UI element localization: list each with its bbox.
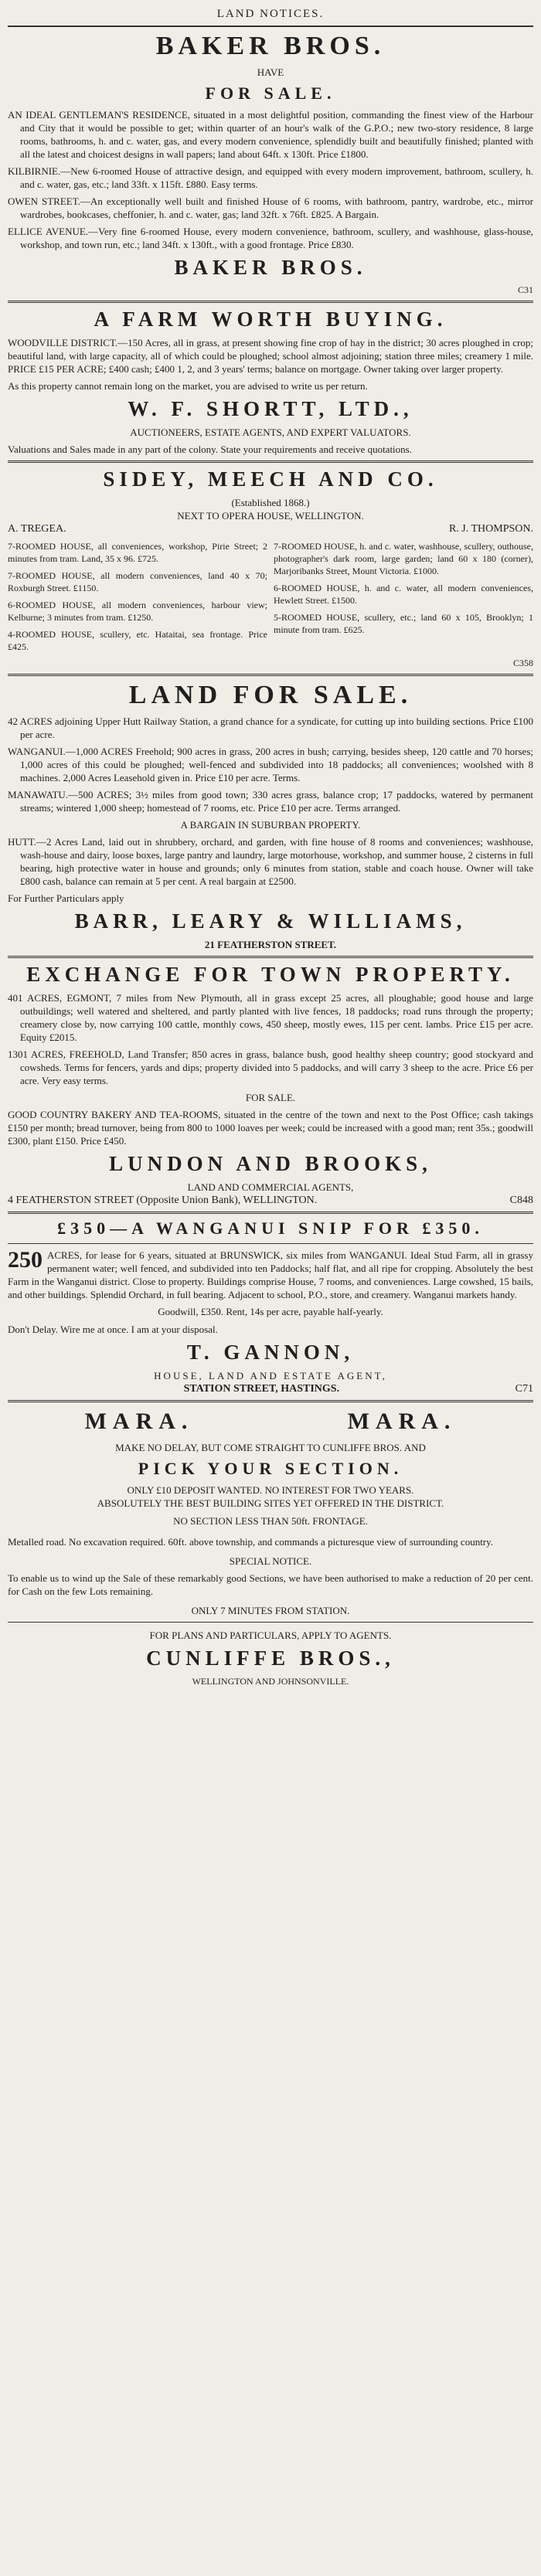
firm-address-row — [8, 1382, 533, 1395]
advert-note: As this property cannot remain long on the market, you are advised to write us per return. — [8, 380, 368, 392]
mara-title-row — [8, 1409, 533, 1435]
firm-address: STATION STREET, HASTINGS. — [183, 1383, 340, 1395]
listing-paragraph: KILBIRNIE.—New 6-roomed House of attractive design, and equipped with every modern improvement, bathroom, scullery, h. and c. water, gas, etc.; land 33ft. x 115ft. £880. Easy terms. — [8, 165, 533, 190]
listing-paragraph: 5-ROOMED HOUSE, scullery, etc.; land 60 x 105, Brooklyn; 1 minute from tram. £625. — [274, 612, 533, 635]
further-particulars: For Further Particulars apply — [8, 892, 124, 904]
listing-paragraph: 401 ACRES, EGMONT, 7 miles from New Plymouth, all in grass except 25 acres, all ploughable; good house and large outbuildings; well watered and sheltered, and partly planted with live fences, 18 paddocks; road runs through the property; creamery close by, now carrying 100 cattle, monthly cows, 450 sheep, mostly ewes, 115 per cent. lambs. Price £15 per acre. Equity £2015. — [8, 992, 533, 1043]
listing-paragraph: 4-ROOMED HOUSE, scullery, etc. Hataitai, sea frontage. Price £425. — [8, 629, 267, 652]
advert-signature: BAKER BROS. — [174, 256, 367, 279]
listing-paragraph: 6-ROOMED HOUSE, all modern conveniences, harbour view; Kelburne; 3 minutes from tram. £1250. — [8, 600, 267, 623]
divider — [8, 956, 533, 958]
listing-paragraph: GOOD COUNTRY BAKERY AND TEA-ROOMS, situated in the centre of the town and next to the Post Office; cash takings £150 per month; bread turnover, being from 800 to 1000 loaves per week; could be increased with a good man; rent 35s.; goodwill £300, plant £150. Price £450. — [8, 1109, 533, 1147]
land-for-sale-advert — [8, 681, 533, 951]
divider — [8, 674, 533, 676]
advert-code: C358 — [512, 658, 533, 668]
firm-name: W. F. SHORTT, LTD., — [128, 397, 413, 420]
advert-code: C71 — [515, 1383, 533, 1395]
firm-subtitle: AUCTIONEERS, ESTATE AGENTS, AND EXPERT VALUATORS. — [130, 427, 411, 438]
listing-paragraph: ELLICE AVENUE.—Very fine 6-roomed House, every modern convenience, bathroom, scullery, and washhouse, glass-house, workshop, and town run, etc.; land 34ft. x 130ft., with a good frontage. Price £830. — [8, 226, 533, 250]
listings-columns — [8, 535, 533, 658]
listing-paragraph: 6-ROOMED HOUSE, h. and c. water, all modern conveniences, Hewlett Street. £1500. — [274, 583, 533, 606]
firm-name: LUNDON AND BROOKS, — [109, 1152, 432, 1175]
pick-section-heading: PICK YOUR SECTION. — [138, 1459, 403, 1478]
advert-code: C848 — [509, 1195, 533, 1206]
firm-address-row — [8, 1194, 533, 1207]
wanganui-advert — [8, 1218, 533, 1395]
farm-advert — [8, 308, 533, 456]
advert-have: HAVE — [257, 66, 284, 78]
listing-paragraph: WANGANUI.—1,000 ACRES Freehold; 900 acres in grass, 200 acres in bush; carrying, besides sheep, 120 cattle and 70 horses; 1,000 acres of this could be ploughed; well-fenced and subdivided into 18 paddocks; all conveniences; woolshed with 8 machines. 2,000 Acres Leasehold given in. Price £10 per acre. Terms. — [8, 746, 533, 783]
listing-paragraph: 42 ACRES adjoining Upper Hutt Railway Station, a grand chance for a syndicate, for cutting up into building sections. Price £100 per acre. — [8, 715, 533, 740]
dont-delay-line: Don't Delay. Wire me at once. I am at your disposal. — [8, 1324, 218, 1335]
advert-title: SIDEY, MEECH AND CO. — [103, 467, 438, 491]
listing-paragraph: OWEN STREET.—An exceptionally well built and finished House of 6 rooms, with bathroom, pantry, wardrobe, etc., mirror wardrobes, bookcases, cheffonier, h. and c. water, gas; land 32ft. x 76ft. £825. A Bargain. — [8, 195, 533, 220]
divider — [8, 1622, 533, 1623]
divider — [8, 25, 533, 27]
firm-subtitle: HOUSE, LAND AND ESTATE AGENT, — [154, 1370, 387, 1381]
goodwill-line: Goodwill, £350. Rent, 14s per acre, payable half-yearly. — [158, 1306, 383, 1317]
advert-code: C31 — [517, 284, 533, 295]
firm-address: 21 FEATHERSTON STREET. — [204, 939, 337, 950]
advert-title: BAKER BROS. — [155, 32, 386, 60]
listing-paragraph: HUTT.—2 Acres Land, laid out in shrubbery, orchard, and garden, with fine house of 8 rooms and conveniences; washhouse, wash-house and dairy, loose boxes, large pantry and laundry, large motorhouse, workshop, and summer house, 2 cisterns in full bearing, high protective water in house and grounds; only 6 minutes from station, stable and coach house. Owner will take £800 cash, balance can remain at 5 per cent. A real bargain at £2500. — [8, 836, 533, 887]
listing-paragraph: 7-ROOMED HOUSE, all modern conveniences, land 40 x 70; Roxburgh Street. £1150. — [8, 570, 267, 593]
listing-paragraph: 7-ROOMED HOUSE, all conveniences, workshop, Pirie Street; 2 minutes from tram. Land, 35 x 96. £725. — [8, 541, 267, 564]
listing-paragraph: AN IDEAL GENTLEMAN'S RESIDENCE, situated in a most delightful position, commanding the finest view of the Harbour and City that it would be possible to get; within quarter of an hour's walk of the G.P.O.; new two-story residence, 8 large rooms, bathrooms, h. and c. water, gas, and every modern convenience, splendidly built and beautifully finished; planted with all the latest and choicest designs in wall papers; land about 64ft. x 130ft. Price £1800. — [8, 109, 533, 160]
advert-note: Valuations and Sales made in any part of the colony. State your requirements and receive quotations. — [8, 443, 412, 455]
advert-title-left: MARA. — [84, 1409, 194, 1434]
advert-line: MAKE NO DELAY, BUT COME STRAIGHT TO CUNLIFFE BROS. AND — [115, 1442, 426, 1453]
established-note: (Established 1868.) — [231, 497, 310, 508]
firm-address: 4 FEATHERSTON STREET (Opposite Union Bank), WELLINGTON. — [8, 1195, 318, 1206]
firm-address: WELLINGTON AND JOHNSONVILLE. — [192, 1676, 349, 1687]
partner-left: A. TREGEA. — [8, 523, 66, 535]
section-header: LAND NOTICES. — [216, 8, 325, 20]
listing-paragraph: 7-ROOMED HOUSE, h. and c. water, washhouse, scullery, outhouse, photographer's dark room, large garden; land 60 x 180 (corner), Marjoribanks Street, Mount Victoria. £1000. — [274, 541, 533, 576]
deposit-line: ONLY £10 DEPOSIT WANTED. NO INTEREST FOR TWO YEARS. — [127, 1484, 414, 1496]
bargain-heading: A BARGAIN IN SUBURBAN PROPERTY. — [180, 819, 361, 831]
listing-text: ACRES, for lease for 6 years, situated at BRUNSWICK, six miles from WANGANUI. Ideal Stud Farm, all in grassy permanent water; well fenced, and subdivided into ten Paddocks; half flat, and all ripe for cropping. Absolutely the best Farm in the Wanganui district. Close to property. Buildings comprise House, 7 rooms, and conveniences. Large cowshed, 15 bails, and other buildings. Splendid Orchard, in full bearing. Adjacent to school, P.O., store, and creamery. Wanganui markets handy. — [8, 1249, 533, 1300]
advert-title: LAND FOR SALE. — [128, 681, 413, 709]
advert-title-right: MARA. — [347, 1409, 457, 1434]
station-distance-line: ONLY 7 MINUTES FROM STATION. — [191, 1605, 350, 1616]
address-line: NEXT TO OPERA HOUSE, WELLINGTON. — [177, 510, 364, 522]
special-notice-paragraph: To enable us to wind up the Sale of these remarkably good Sections, we have been authorised to make a reduction of 20 per cent. for Cash on the few Lots remaining. — [8, 1572, 533, 1597]
left-column — [8, 535, 267, 658]
frontage-line: NO SECTION LESS THAN 50ft. FRONTAGE. — [173, 1515, 368, 1527]
for-sale-heading: FOR SALE. — [205, 83, 336, 103]
listing-paragraph — [8, 1249, 533, 1301]
mara-advert — [8, 1409, 533, 1687]
divider — [8, 460, 533, 463]
firm-name: T. GANNON, — [186, 1341, 355, 1364]
firm-subtitle: LAND AND COMMERCIAL AGENTS, — [187, 1181, 354, 1193]
advert-title: EXCHANGE FOR TOWN PROPERTY. — [26, 963, 515, 986]
firm-name: BARR, LEARY & WILLIAMS, — [74, 909, 467, 933]
metalled-road-paragraph: Metalled road. No excavation required. 60ft. above township, and commands a picturesque view of surrounding country. — [8, 1536, 494, 1548]
divider — [8, 1243, 533, 1244]
exchange-advert — [8, 963, 533, 1207]
advert-title: A FARM WORTH BUYING. — [94, 308, 447, 331]
listing-paragraph: MANAWATU.—500 ACRES; 3½ miles from good town; 330 acres grass, balance crop; 17 paddocks, watered by permanent streams; wintered 1,000 sheep; homestead of 7 rooms, etc. Price £10 per acre. Terms arranged. — [8, 789, 533, 814]
divider — [8, 1212, 533, 1214]
divider — [8, 1400, 533, 1402]
listing-paragraph: 1301 ACRES, FREEHOLD, Land Transfer; 850 acres in grass, balance bush, good healthy sheep country; good stockyard and cowsheds. Terms for fencers, yards and dips; property divided into 5 paddocks, and will carry 3 sheep to the acre. Price £6 per acre. Very easy terms. — [8, 1048, 533, 1086]
special-notice-heading: SPECIAL NOTICE. — [229, 1555, 312, 1567]
baker-bros-advert — [8, 32, 533, 296]
acreage-figure: 250 — [8, 1247, 43, 1273]
sidey-meech-advert — [8, 467, 533, 669]
listing-paragraph: WOODVILLE DISTRICT.—150 Acres, all in grass, at present showing fine crop of hay in the district; 30 acres ploughed in crop; beautiful land, with large capacity, all of which could be ploughed; school almost adjoining; station three miles; creamery 1 mile. PRICE £15 PER ACRE; £400 cash; £400 1, 2, and 3 years' terms; balance on mortgage. Owner taking over larger property. — [8, 337, 533, 375]
right-column — [274, 535, 533, 658]
for-sale-heading: FOR SALE. — [245, 1092, 296, 1103]
divider — [8, 301, 533, 303]
plans-line: FOR PLANS AND PARTICULARS, APPLY TO AGENTS. — [149, 1630, 392, 1641]
advert-title: £350—A WANGANUI SNIP FOR £350. — [57, 1218, 484, 1238]
partners-row — [8, 522, 533, 535]
partner-right: R. J. THOMPSON. — [448, 523, 533, 535]
best-sites-line: ABSOLUTELY THE BEST BUILDING SITES YET OFFERED IN THE DISTRICT. — [97, 1497, 444, 1509]
firm-name: CUNLIFFE BROS., — [146, 1647, 395, 1670]
